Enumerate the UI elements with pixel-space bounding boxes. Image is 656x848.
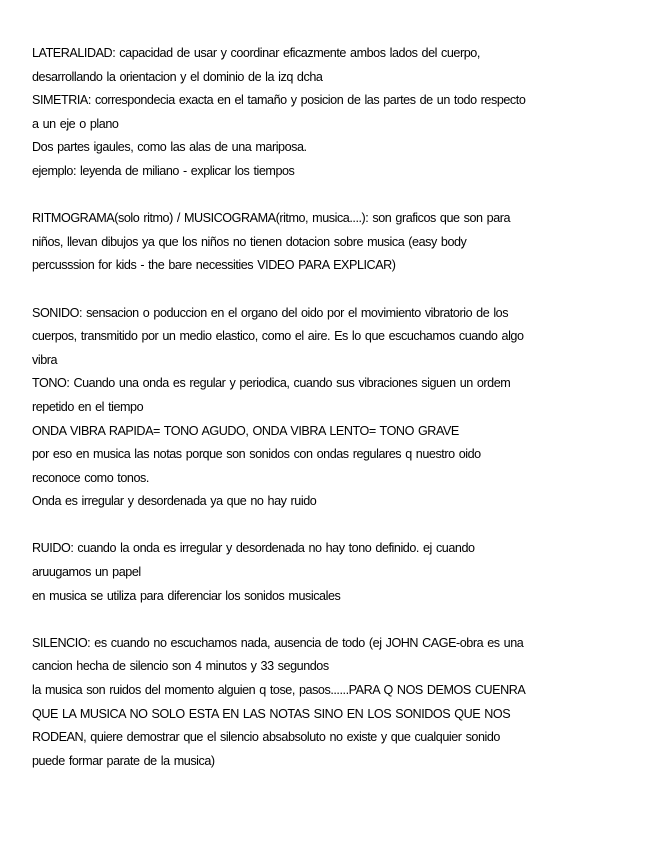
paragraph-gap <box>32 278 626 302</box>
text-line: cuerpos, transmitido por un medio elastico, como el aire. Es lo que escuchamos cuando algo <box>32 329 524 344</box>
text-line: ONDA VIBRA RAPIDA= TONO AGUDO, ONDA VIBRA LENTO= TONO GRAVE <box>32 423 459 438</box>
text-line: aruugamos un papel <box>32 565 141 580</box>
text-line: RODEAN, quiere demostrar que el silencio absabsoluto no existe y que cualquier sonido <box>32 730 500 745</box>
text-line: RUIDO: cuando la onda es irregular y desordenada no hay tono definido. ej cuando <box>32 541 475 556</box>
text-line: SONIDO: sensacion o poduccion en el organo del oido por el movimiento vibratorio de los <box>32 305 509 320</box>
text-line: a un eje o plano <box>32 116 119 131</box>
paragraph-gap <box>32 608 626 632</box>
text-line: SIMETRIA: correspondecia exacta en el tamaño y posicion de las partes de un todo respecto <box>32 93 526 108</box>
text-line: Onda es irregular y desordenada ya que no hay ruido <box>32 494 317 509</box>
text-line: Dos partes igaules, como las alas de una mariposa. <box>32 140 307 155</box>
text-line: la musica son ruidos del momento alguien q tose, pasos......PARA Q NOS DEMOS CUENRA <box>32 683 526 698</box>
text-line: reconoce como tonos. <box>32 470 149 485</box>
text-line: por eso en musica las notas porque son sonidos con ondas regulares q nuestro oido <box>32 447 481 462</box>
paragraph-gap <box>32 514 626 538</box>
text-line: LATERALIDAD: capacidad de usar y coordinar eficazmente ambos lados del cuerpo, <box>32 46 480 60</box>
text-line: SILENCIO: es cuando no escuchamos nada, ausencia de todo (ej JOHN CAGE-obra es una <box>32 635 524 650</box>
text-line: repetido en el tiempo <box>32 399 144 414</box>
text-line: puede formar parate de la musica) <box>32 753 215 768</box>
text-line: niños, llevan dibujos ya que los niños no tienen dotacion sobre musica (easy body <box>32 234 467 249</box>
text-line: QUE LA MUSICA NO SOLO ESTA EN LAS NOTAS SINO EN LOS SONIDOS QUE NOS <box>32 706 511 721</box>
text-line: RITMOGRAMA(solo ritmo) / MUSICOGRAMA(ritmo, musica....): son graficos que son para <box>32 211 511 226</box>
text-line: TONO: Cuando una onda es regular y periodica, cuando sus vibraciones siguen un ordem <box>32 376 511 391</box>
paragraph-gap <box>32 184 626 208</box>
text-line: ejemplo: leyenda de miliano - explicar los tiempos <box>32 163 295 178</box>
text-line: vibra <box>32 352 58 367</box>
text-line: cancion hecha de silencio son 4 minutos y 33 segundos <box>32 659 329 674</box>
text-line: percusssion for kids - the bare necessities VIDEO PARA EXPLICAR) <box>32 258 396 273</box>
text-line: en musica se utiliza para diferenciar los sonidos musicales <box>32 588 341 603</box>
text-line: desarrollando la orientacion y el dominio de la izq dcha <box>32 69 323 84</box>
